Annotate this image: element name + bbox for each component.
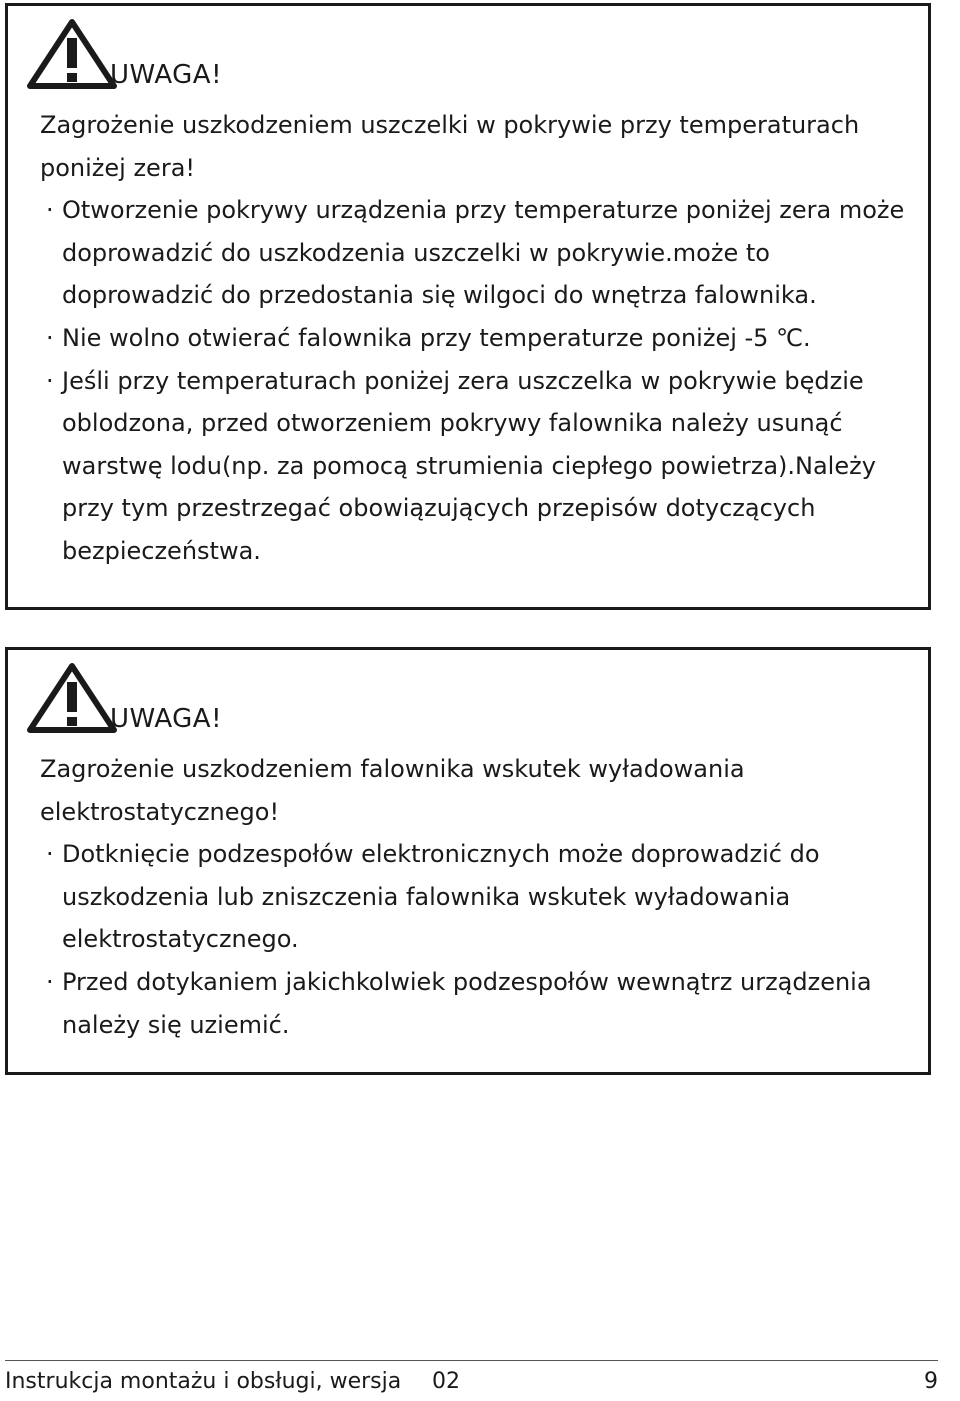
- bullet-text: Jeśli przy temperaturach poniżej zera uszczelka w pokrywie będzie oblodzona, przed otworzeniem pokrywy falownika należy usunąć warstwę lodu(np. za pomocą strumienia ciepłego powietrza).Należy przy tym przestrzegać obowiązujących przepisów dotyczących bezpieczeństwa.: [62, 366, 876, 565]
- footer-version: 02: [432, 1369, 460, 1394]
- bullet-item: [40, 189, 908, 317]
- warning-intro: Zagrożenie uszkodzeniem falownika wskutek wyładowania elektrostatycznego!: [40, 755, 745, 826]
- warning-triangle-icon: [26, 662, 118, 734]
- warning-label: UWAGA!: [110, 60, 223, 90]
- bullet-dot: ·: [46, 840, 54, 869]
- warning-bullets: [40, 833, 908, 1046]
- bullet-text: Nie wolno otwierać falownika przy temperaturze poniżej -5 ℃.: [62, 323, 811, 352]
- warning-bullets: [40, 189, 908, 572]
- page-footer: [5, 1360, 938, 1395]
- bullet-dot: ·: [46, 967, 54, 996]
- warning-body: [40, 748, 908, 1046]
- bullet-text: Dotknięcie podzespołów elektronicznych może doprowadzić do uszkodzenia lub zniszczenia falownika wskutek wyładowania elektrostatycznego.: [62, 840, 820, 954]
- warning-label: UWAGA!: [110, 704, 223, 734]
- bullet-item: [40, 360, 908, 573]
- bullet-dot: ·: [46, 323, 54, 352]
- bullet-text: Przed dotykaniem jakichkolwiek podzespołów wewnątrz urządzenia należy się uziemić.: [62, 967, 872, 1039]
- warning-header: [26, 18, 426, 98]
- bullet-dot: ·: [46, 366, 54, 395]
- bullet-dot: ·: [46, 196, 54, 225]
- bullet-text: Otworzenie pokrywy urządzenia przy temperaturze poniżej zera może doprowadzić do uszkodzenia uszczelki w pokrywie.może to doprowadzić do przedostania się wilgoci do wnętrza falownika.: [62, 196, 905, 310]
- footer-manual-title: Instrukcja montażu i obsługi, wersja: [5, 1369, 402, 1394]
- page-number: 9: [924, 1369, 938, 1394]
- warning-body: [40, 104, 908, 573]
- bullet-item: [40, 317, 908, 360]
- warning-header: [26, 662, 426, 742]
- warning-intro: Zagrożenie uszkodzeniem uszczelki w pokrywie przy temperaturach poniżej zera!: [40, 111, 860, 182]
- warning-box-seal: [5, 3, 931, 610]
- bullet-item: [40, 961, 908, 1046]
- warning-box-esd: [5, 647, 931, 1075]
- warning-triangle-icon: [26, 18, 118, 90]
- bullet-item: [40, 833, 908, 961]
